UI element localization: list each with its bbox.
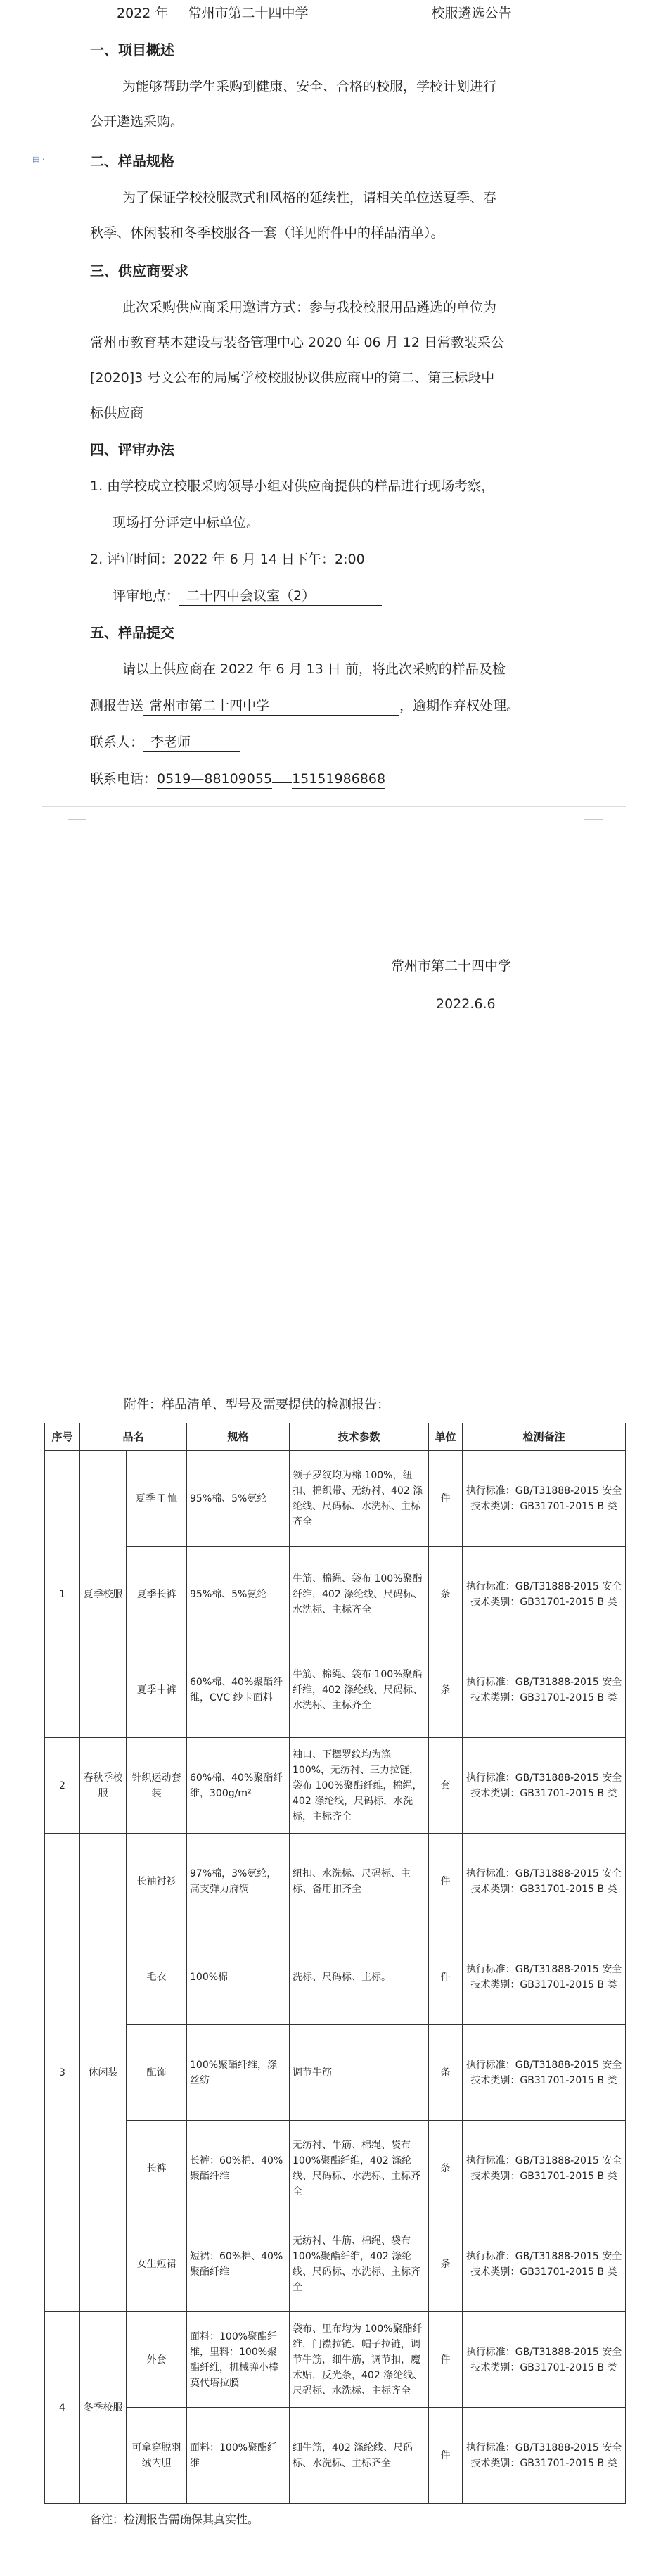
- cell-no: 1: [45, 1451, 80, 1738]
- s5-line1: 请以上供应商在 2022 年 6 月 13 日 前，将此次采购的样品及检: [122, 661, 506, 677]
- s3-line3: [2020]3 号文公布的局属学校校服协议供应商中的第二、第三标段中: [90, 370, 495, 386]
- s5-line2: [90, 697, 520, 716]
- table-row: [45, 2025, 626, 2121]
- cell-unit: 条: [429, 1642, 463, 1738]
- table-row: [45, 2312, 626, 2408]
- cell-item-name: 外套: [127, 2312, 187, 2408]
- cell-category: 春秋季校服: [80, 1738, 127, 1834]
- cell-tech: 无纺衬、牛筋、棉绳、袋布 100%聚酯纤维，402 涤纶线、尺码标、水洗标、主标齐全: [290, 2121, 429, 2216]
- s2-line2: 秋季、休闲装和冬季校服各一套（详见附件中的样品清单）。: [90, 225, 444, 241]
- cell-unit: 套: [429, 1738, 463, 1834]
- cell-spec: 95%棉、5%氨纶: [187, 1451, 290, 1547]
- cell-unit: 件: [429, 2312, 463, 2408]
- cell-unit: 件: [429, 1451, 463, 1547]
- cell-unit: 件: [429, 1834, 463, 1929]
- phone-label: 联系电话：: [90, 771, 158, 787]
- section-4-heading: 四、评审办法: [90, 441, 174, 458]
- phone-gap: [272, 782, 292, 783]
- header-name: 品名: [80, 1423, 187, 1451]
- place-label: 评审地点：: [113, 588, 180, 604]
- cell-note: 执行标准：GB/T31888-2015 安全技术类别：GB31701-2015 B 类: [463, 2312, 626, 2408]
- cell-tech: 细牛筋，402 涤纶线、尺码标、水洗标、主标齐全: [290, 2408, 429, 2504]
- cell-no: 4: [45, 2312, 80, 2504]
- cell-category: 夏季校服: [80, 1451, 127, 1738]
- s5-line2-school: 常州市第二十四中学: [143, 697, 399, 716]
- cell-tech: 袖口、下摆罗纹均为涤 100%，无纺衬、三力拉链，袋布 100%聚酯纤维，棉绳，402 涤纶线，尺码标，水洗标，主标齐全: [290, 1738, 429, 1834]
- title-suffix: 校服遴选公告: [431, 6, 512, 21]
- cell-spec: 100%聚酯纤维，涤丝纺: [187, 2025, 290, 2121]
- table-row: [45, 1642, 626, 1738]
- table-row: [45, 1738, 626, 1834]
- table-row: [45, 1834, 626, 1929]
- cell-unit: 件: [429, 1929, 463, 2025]
- cell-unit: 条: [429, 1547, 463, 1642]
- cell-item-name: 毛衣: [127, 1929, 187, 2025]
- header-spec: 规格: [187, 1423, 290, 1451]
- s3-line1: 此次采购供应商采用邀请方式：参与我校校服用品遴选的单位为: [122, 300, 497, 315]
- cell-tech: 领子罗纹均为棉 100%，纽扣、棉织带、无纺衬、402 涤纶线、尺码标、水洗标、主标齐全: [290, 1451, 429, 1547]
- header-tech: 技术参数: [290, 1423, 429, 1451]
- s3-line4: 标供应商: [90, 405, 144, 421]
- phone-1: 0519—88109055: [157, 770, 272, 789]
- title-year: 2022 年: [117, 6, 169, 21]
- cell-note: 执行标准：GB/T31888-2015 安全技术类别：GB31701-2015 B 类: [463, 1451, 626, 1547]
- cell-note: 执行标准：GB/T31888-2015 安全技术类别：GB31701-2015 B 类: [463, 2408, 626, 2504]
- cell-tech: 纽扣、水洗标、尺码标、主标、备用扣齐全: [290, 1834, 429, 1929]
- cell-item-name: 长袖衬衫: [127, 1834, 187, 1929]
- s4-item2: 2. 评审时间：2022 年 6 月 14 日下午：2:00: [90, 552, 365, 567]
- s2-line1: 为了保证学校校服款式和风格的延续性，请相关单位送夏季、春: [122, 190, 497, 205]
- cell-note: 执行标准：GB/T31888-2015 安全技术类别：GB31701-2015 B 类: [463, 1738, 626, 1834]
- table-row: [45, 2408, 626, 2504]
- phone-line: [90, 770, 385, 789]
- header-unit: 单位: [429, 1423, 463, 1451]
- sample-table: [44, 1423, 626, 2504]
- cell-spec: 100%棉: [187, 1929, 290, 2025]
- section-1-heading: 一、项目概述: [90, 42, 174, 58]
- cell-note: 执行标准：GB/T31888-2015 安全技术类别：GB31701-2015 B 类: [463, 1547, 626, 1642]
- cell-tech: 调节牛筋: [290, 2025, 429, 2121]
- cell-spec: 95%棉、5%氨纶: [187, 1547, 290, 1642]
- cell-unit: 条: [429, 2121, 463, 2216]
- cell-spec: 面料：100%聚酯纤维: [187, 2408, 290, 2504]
- cell-spec: 短裙：60%棉、40%聚酯纤维: [187, 2216, 290, 2312]
- section-2-heading: 二、样品规格: [90, 153, 174, 170]
- table-row: [45, 1929, 626, 2025]
- signature-page: [0, 809, 668, 1344]
- cell-item-name: 夏季 T 恤: [127, 1451, 187, 1547]
- cell-tech: 牛筋、棉绳、袋布 100%聚酯纤维，402 涤纶线、尺码标、水洗标、主标齐全: [290, 1642, 429, 1738]
- cell-category: 冬季校服: [80, 2312, 127, 2504]
- notice-page: [0, 0, 668, 809]
- cell-no: 3: [45, 1834, 80, 2312]
- cell-spec: 97%棉，3%氨纶，高支弹力府绸: [187, 1834, 290, 1929]
- cell-tech: 无纺衬、牛筋、棉绳、袋布 100%聚酯纤维，402 涤纶线、尺码标、水洗标、主标齐全: [290, 2216, 429, 2312]
- header-no: 序号: [45, 1423, 80, 1451]
- cell-note: 执行标准：GB/T31888-2015 安全技术类别：GB31701-2015 B 类: [463, 1929, 626, 2025]
- cell-item-name: 可拿穿脱羽绒内胆: [127, 2408, 187, 2504]
- sign-school: 常州市第二十四中学: [391, 958, 512, 974]
- header-note: 检测备注: [463, 1423, 626, 1451]
- cell-tech: 袋布、里布均为 100%聚酯纤维，门襟拉链、帽子拉链，调节牛筋，细牛筋，调节扣，魔术贴，反光条，402 涤纶线、尺码标、水洗标、主标齐全: [290, 2312, 429, 2408]
- contact-name: 李老师: [143, 733, 240, 752]
- cell-note: 执行标准：GB/T31888-2015 安全技术类别：GB31701-2015 B 类: [463, 1834, 626, 1929]
- cell-item-name: 长裤: [127, 2121, 187, 2216]
- cell-no: 2: [45, 1738, 80, 1834]
- cell-tech: 牛筋、棉绳、袋布 100%聚酯纤维，402 涤纶线、尺码标、水洗标、主标齐全: [290, 1547, 429, 1642]
- cell-spec: 60%棉、40%聚酯纤维，300g/m²: [187, 1738, 290, 1834]
- s4-place: [113, 587, 382, 606]
- table-footnote: 备注：检测报告需确保其真实性。: [90, 2513, 259, 2526]
- cell-unit: 条: [429, 2025, 463, 2121]
- s5-line2-pre: 测报告送: [90, 698, 144, 713]
- cell-spec: 面料：100%聚酯纤维，里料：100%聚酯纤维，机械弹小棒莫代塔拉膜: [187, 2312, 290, 2408]
- s1-line2: 公开遴选采购。: [90, 114, 184, 129]
- table-row: [45, 1451, 626, 1547]
- s4-item1b: 现场打分评定中标单位。: [113, 515, 260, 531]
- place-value: 二十四中会议室（2）: [179, 587, 382, 606]
- cell-unit: 件: [429, 2408, 463, 2504]
- page-break: [42, 806, 626, 807]
- cell-note: 执行标准：GB/T31888-2015 安全技术类别：GB31701-2015 B 类: [463, 1642, 626, 1738]
- table-header-row: [45, 1423, 626, 1451]
- cell-category: 休闲装: [80, 1834, 127, 2312]
- phone-2: 15151986868: [292, 770, 385, 789]
- contact-line: [90, 733, 240, 752]
- cell-spec: 长裤：60%棉、40%聚酯纤维: [187, 2121, 290, 2216]
- s1-line1: 为能够帮助学生采购到健康、安全、合格的校服，学校计划进行: [122, 79, 497, 94]
- s4-item1a: 1. 由学校成立校服采购领导小组对供应商提供的样品进行现场考察，: [90, 478, 495, 494]
- notice-title: [117, 4, 512, 23]
- section-5-heading: 五、样品提交: [90, 624, 174, 641]
- cell-item-name: 夏季中裤: [127, 1642, 187, 1738]
- cell-note: 执行标准：GB/T31888-2015 安全技术类别：GB31701-2015 B 类: [463, 2216, 626, 2312]
- s5-line2-post: ，逾期作弃权处理。: [399, 698, 520, 713]
- cell-item-name: 女生短裙: [127, 2216, 187, 2312]
- cell-item-name: 配饰: [127, 2025, 187, 2121]
- cell-note: 执行标准：GB/T31888-2015 安全技术类别：GB31701-2015 B 类: [463, 2025, 626, 2121]
- table-row: [45, 2121, 626, 2216]
- s3-line2: 常州市教育基本建设与装备管理中心 2020 年 06 月 12 日常教装采公: [90, 335, 504, 350]
- cell-spec: 60%棉、40%聚酯纤维，CVC 纱卡面料: [187, 1642, 290, 1738]
- section-3-heading: 三、供应商要求: [90, 262, 188, 279]
- table-row: [45, 1547, 626, 1642]
- margin-comment-icon[interactable]: ▤ ·: [32, 155, 45, 164]
- cell-item-name: 夏季长裤: [127, 1547, 187, 1642]
- sign-date: 2022.6.6: [436, 996, 496, 1012]
- attachment-caption: 附件：样品清单、型号及需要提供的检测报告：: [124, 1397, 390, 1412]
- cell-item-name: 针织运动套装: [127, 1738, 187, 1834]
- cell-tech: 洗标、尺码标、主标。: [290, 1929, 429, 2025]
- table-row: [45, 2216, 626, 2312]
- contact-label: 联系人：: [90, 735, 144, 750]
- title-school: 常州市第二十四中学: [172, 4, 427, 23]
- cell-unit: 条: [429, 2216, 463, 2312]
- cell-note: 执行标准：GB/T31888-2015 安全技术类别：GB31701-2015 B 类: [463, 2121, 626, 2216]
